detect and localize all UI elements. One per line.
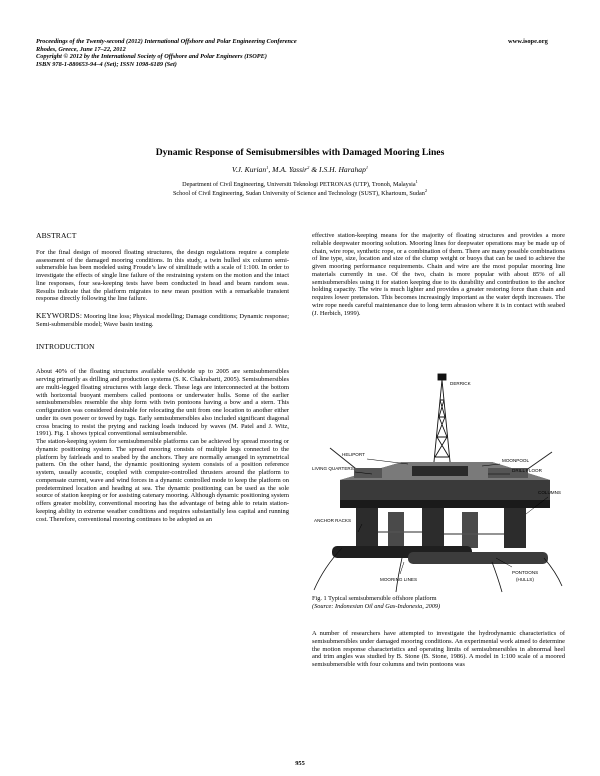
label-columns: COLUMNS: [538, 490, 561, 495]
affiliation-1: Department of Civil Engineering, Universiti Teknologi PETRONAS (UTP), Tronoh, Malaysia$^1$: [182, 179, 418, 188]
figure-caption-block: [312, 595, 565, 610]
label-mooring-lines: MOORING LINES: [380, 577, 418, 582]
semisubmersible-figure: [312, 362, 564, 594]
affiliation-2: School of Civil Engineering, Sudan University of Science and Technology (SUST), Khartoum, Sudan$^2$: [172, 187, 428, 197]
author-affil-mark: 1: [365, 165, 369, 170]
author-list: [0, 165, 600, 174]
label-moonpool: MOONPOOL: [502, 458, 530, 463]
author-name: I.S.H. Harahap: [319, 165, 366, 174]
label-pontoons: PONTOONS: [512, 570, 539, 575]
author-name: M.A. Yassir: [272, 165, 308, 174]
right-column-top: [312, 232, 565, 317]
conference-location: Rhodes, Greece, June 17–22, 2012: [36, 45, 126, 53]
abstract-heading: ABSTRACT: [36, 231, 77, 240]
pontoons: [332, 546, 548, 564]
label-drill-floor: DRILL FLOOR: [512, 468, 542, 473]
abstract-body: For the final design of moored floating structures, the design regulations require a complete assessment of the damaged mooring conditions. In this study, a twin hulled six column semi-submersible has been modeled using Froude’s law of similitude with a scale of 1:100. In order to investigate the effects of single line failure of the restraining system on the motion and the intact line responses, four sea-keeping tests have been conducted in head and beam random seas. Results indicate that the platform migrates to new mean position with a remarkable transient response directly following the line failure.: [36, 248, 289, 303]
author-name: V.J. Kurian: [231, 165, 267, 174]
author-affil-mark: 1: [266, 165, 269, 170]
label-living-quarters: LIVING QUARTERS: [312, 466, 354, 471]
isbn-line: ISBN 978-1-880653-94–4 (Set); ISSN 1098-6189 (Set): [36, 60, 177, 68]
keywords: [36, 312, 289, 329]
intro-paragraph-3: effective station-keeping means for the majority of floating structures and provides a more reliable deepwater mooring solution. Mooring lines for deepwater operations may be made up of chain, wire rope, synthetic rope, or a combination of them. There are many possible combinations of line type, size, location and size of the clump weight or buoys that can be used to achieve the given mooring performance requirements. Chain and wire are the most popular mooring line materials currently in use. Of the two, chain is more popular with about 85% of all semisubmersibles using it for station keeping due to its durability and contribution to the anchor holding capacity. The wire is much lighter and provides a greater restoring force than chain and requires lower pretension. This becomes increasingly important as the water depth increases. The wire rope needs careful maintenance due to long term abrasion where it is in contact with seabed (J. Herbich, 1999).: [312, 232, 565, 317]
intro-paragraph-4: A number of researchers have attempted to investigate the hydrodynamic characteristics of semisubmersibles under damaged mooring conditions. An experimental work aimed to determine the motion response characteristics and operating limits of semisubmersibles in abnormal heel and trim angles was studied by B. Stone (B. Stone, 1986). A model in 1:100 scale of a moored semisubmersible with four columns and twin pontoons was: [312, 630, 565, 668]
keywords-label: KEYWORDS:: [36, 311, 83, 320]
columns: [356, 508, 526, 552]
label-anchor-racks: ANCHOR RACKS: [314, 518, 352, 523]
label-heliport: HELIPORT: [342, 452, 365, 457]
affiliations: [0, 181, 600, 198]
conference-header: [36, 38, 496, 68]
left-column: [36, 232, 289, 523]
intro-paragraph-1: About 40% of the floating structures available worldwide up to 2005 are semisubmersibles serving primarily as drilling and production systems (S. K. Chakrabarti, 2005). Semisubmersibles are multi-legged floating structures with large deck. These legs are interconnected at the bottom with horizontal buoyant members called pontoons or underwater hulls. Some of the earlier semisubmersibles resemble the ship form with twin pontoons having a bow and a stern. This configuration was considered desirable for relocating the unit from one location to another either under its own power or towed by tugs. Early semisubmersibles also included significant diagonal cross bracing to resist the prying and racking loads induced by waves (M. Patel and J. Witz, 1991). Fig. 1 shows typical conventional semisubmersible.: [36, 368, 289, 438]
isope-url[interactable]: www.isope.org: [508, 38, 548, 45]
label-derrick: DERRICK: [450, 381, 471, 386]
figure-source: (Source: Indonesian Oil and Gas-Indonesia, 2009): [312, 602, 441, 610]
right-column-bottom: [312, 630, 565, 669]
intro-paragraph-2: The station-keeping system for semisubmersible platforms can be achieved by spread mooring or dynamic positioning system. The spread mooring consists of multiple legs connected to the platform by fairleads and to seabed by the anchors. They are normally arranged in symmetrical pattern. On the other hand, the dynamic positioning system consists of a position reference system, usually acoustic, coupled with computer-controlled thrusters around the platform to compensate current, wave and wind forces in a dynamic controlled mode to keep the platform on predetermined location and heading at sea. The dynamic positioning can be used as the sole source of station keeping or for assisting catenary mooring. Although dynamic positioning system offers greater mobility, conventional mooring has the advantage of being able to retain station-keeping ability in extreme weather conditions and requires substantially less capital and running cost. Therefore, conventional mooring continues to be adopted as an: [36, 438, 289, 523]
conference-name: Proceedings of the Twenty-second (2012) International Offshore and Polar Engineering Conference: [36, 38, 297, 45]
author-affil-mark: 2: [307, 165, 310, 170]
author-separator: &: [309, 165, 320, 174]
copyright-line: Copyright © 2012 by the International Society of Offshore and Polar Engineers (ISOPE): [36, 53, 267, 61]
paper-title: Dynamic Response of Semisubmersibles with Damaged Mooring Lines: [155, 147, 445, 158]
page-number: 955: [295, 760, 305, 767]
introduction-heading: INTRODUCTION: [36, 341, 95, 351]
figure-caption: Fig. 1 Typical semisubmersible offshore platform: [312, 595, 437, 602]
author-separator: ,: [268, 165, 273, 174]
label-hulls: (HULLS): [516, 577, 534, 582]
keywords-text: Mooring line loss; Physical modelling; Damage conditions; Dynamic response; Semi-submersible model; Wave basin testing.: [36, 313, 289, 328]
